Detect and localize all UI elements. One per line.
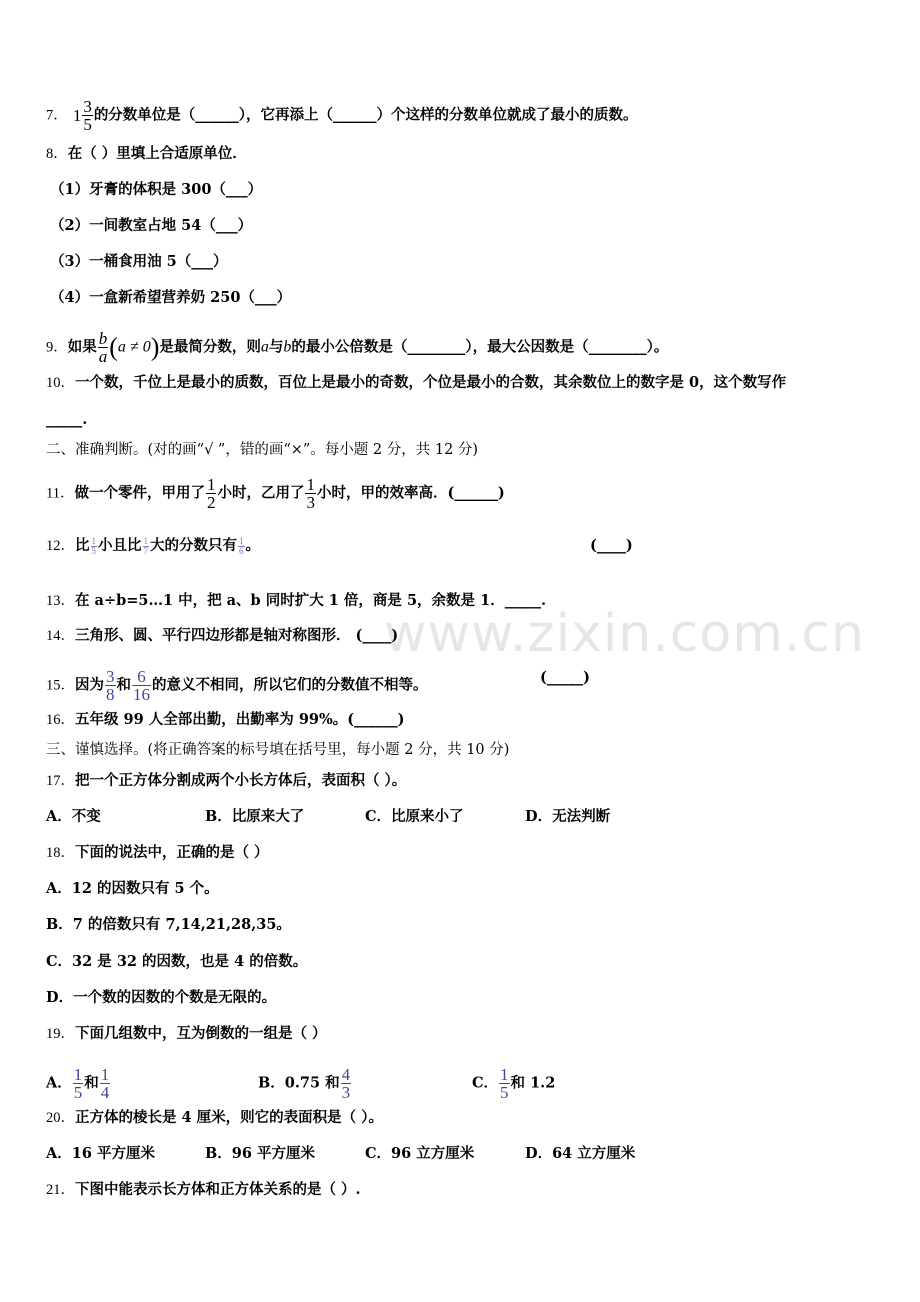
option-c bbox=[472, 1066, 555, 1101]
question-number: 11． bbox=[46, 485, 75, 502]
denominator: 8 bbox=[106, 685, 115, 704]
fraction bbox=[341, 1066, 352, 1101]
answer-blank: (_____) bbox=[540, 669, 590, 686]
question-19 bbox=[46, 1024, 327, 1044]
option-b bbox=[258, 1066, 352, 1101]
denominator: 6 bbox=[239, 545, 244, 556]
question-number: 16． bbox=[46, 712, 75, 728]
fraction bbox=[82, 98, 93, 133]
question-13 bbox=[46, 591, 546, 611]
question-10 bbox=[46, 373, 786, 393]
question-number: 9． bbox=[46, 339, 68, 356]
numerator: b bbox=[98, 329, 108, 348]
fraction bbox=[143, 537, 150, 556]
numerator: 4 bbox=[341, 1065, 351, 1084]
text-segment: 和 1.2 bbox=[510, 1074, 556, 1092]
question-text: 的最小公倍数是（________），最大公因数是（________）。 bbox=[291, 338, 669, 356]
numerator: 1 bbox=[239, 535, 244, 546]
question-number: 14． bbox=[46, 628, 75, 644]
question-text: 的意义不相同，所以它们的分数值不相等。 bbox=[152, 676, 428, 694]
option-a: A．不变 bbox=[46, 808, 101, 825]
question-number: 18． bbox=[46, 845, 75, 861]
fraction bbox=[238, 537, 245, 556]
question-number: 17． bbox=[46, 773, 75, 789]
text-segment: 。 bbox=[245, 537, 260, 554]
question-15 bbox=[46, 668, 428, 703]
question-16 bbox=[46, 710, 405, 730]
question-8 bbox=[46, 144, 247, 164]
fraction bbox=[499, 1066, 510, 1101]
option-b: B．比原来大了 bbox=[205, 808, 305, 825]
question-text: 正方体的棱长是 4 厘米，则它的表面积是（ ）。 bbox=[75, 1109, 383, 1126]
option-label: A． bbox=[46, 1074, 72, 1092]
denominator: 3 bbox=[341, 1083, 351, 1102]
denominator: 4 bbox=[100, 1083, 110, 1102]
question-text: 小时，甲的效率高．(______) bbox=[316, 484, 505, 502]
sub-item: （4）一盒新希望营养奶 250（___） bbox=[50, 289, 292, 306]
fraction bbox=[100, 1066, 111, 1101]
sub-item: （3）一桶食用油 5（___） bbox=[50, 253, 228, 270]
paren-open: ( bbox=[109, 332, 118, 362]
denominator: 5 bbox=[500, 1083, 509, 1102]
question-number: 8． bbox=[46, 146, 68, 162]
mixed-whole: 1 bbox=[72, 105, 82, 125]
option-label: B．0.75 和 bbox=[258, 1074, 340, 1092]
sub-item: （2）一间教室占地 54（___） bbox=[50, 217, 253, 234]
denominator: 3 bbox=[306, 493, 315, 512]
question-21 bbox=[46, 1180, 361, 1200]
option-a: A．12 的因数只有 5 个。 bbox=[46, 880, 219, 897]
numerator: 1 bbox=[143, 535, 148, 546]
denominator: 5 bbox=[73, 1083, 83, 1102]
numerator: 3 bbox=[83, 97, 92, 116]
question-number: 7． bbox=[46, 107, 68, 124]
question-text: 把一个正方体分割成两个小长方体后，表面积（ ）。 bbox=[75, 772, 407, 789]
numerator: 1 bbox=[306, 475, 315, 494]
question-9 bbox=[46, 330, 668, 365]
question-20 bbox=[46, 1108, 383, 1128]
text-segment: 如果 bbox=[67, 338, 97, 356]
variable-b: b bbox=[283, 338, 292, 356]
condition: a ≠ 0 bbox=[117, 338, 151, 356]
option-b: B．7 的倍数只有 7,14,21,28,35。 bbox=[46, 916, 291, 933]
option-c: C．比原来小了 bbox=[365, 808, 464, 825]
question-text: 在（ ）里填上合适原单位． bbox=[67, 145, 247, 162]
sub-item: （1）牙膏的体积是 300（___） bbox=[50, 181, 263, 198]
paren-close: ) bbox=[150, 332, 160, 362]
question-number: 21． bbox=[46, 1182, 75, 1198]
text-segment: 大的分数只有 bbox=[150, 537, 237, 554]
fraction bbox=[91, 537, 98, 556]
option-a: A．16 平方厘米 bbox=[46, 1145, 155, 1162]
fraction bbox=[305, 476, 316, 511]
numerator: 1 bbox=[500, 1065, 509, 1084]
question-text: 下图中能表示长方体和正方体关系的是（ ）. bbox=[75, 1181, 361, 1198]
denominator: 5 bbox=[91, 545, 96, 556]
question-7 bbox=[46, 98, 638, 133]
denominator: 7 bbox=[143, 545, 148, 556]
question-number: 15． bbox=[46, 677, 75, 694]
fraction bbox=[98, 330, 109, 365]
option-c: C．96 立方厘米 bbox=[365, 1145, 475, 1162]
variable-a: a bbox=[260, 338, 269, 356]
option-c: C．32 是 32 的因数，也是 4 的倍数。 bbox=[46, 953, 308, 970]
watermark: www.zixin.com.cn bbox=[384, 604, 865, 664]
question-number: 13． bbox=[46, 593, 75, 609]
question-11 bbox=[46, 476, 505, 511]
question-text: 一个数，千位上是最小的质数，百位上是最小的奇数，个位是最小的合数，其余数位上的数字是 0，这个数写作 bbox=[75, 374, 787, 391]
text-segment: 和 bbox=[84, 1074, 99, 1092]
denominator: 2 bbox=[206, 493, 216, 512]
answer-blank: (____) bbox=[590, 537, 633, 554]
fraction bbox=[105, 668, 116, 703]
section-title: 二、准确判断。(对的画“√ ”，错的画“×”。每小题 2 分，共 12 分) bbox=[46, 442, 479, 458]
text-segment: 因为 bbox=[75, 676, 104, 694]
question-18 bbox=[46, 843, 269, 863]
text-segment: 比 bbox=[75, 537, 90, 554]
question-number: 20． bbox=[46, 1110, 75, 1126]
section-title: 三、谨慎选择。(将正确答案的标号填在括号里，每小题 2 分，共 10 分) bbox=[46, 742, 510, 758]
denominator: 16 bbox=[133, 685, 150, 704]
option-label: C． bbox=[472, 1074, 499, 1092]
question-14 bbox=[46, 626, 398, 646]
denominator: a bbox=[98, 347, 108, 366]
question-text: 下面的说法中，正确的是（ ） bbox=[75, 844, 269, 861]
numerator: 3 bbox=[106, 667, 115, 686]
text-segment: 和 bbox=[116, 676, 131, 694]
question-text: 下面几组数中，互为倒数的一组是（ ） bbox=[75, 1025, 327, 1042]
question-12 bbox=[46, 536, 260, 556]
question-number: 12． bbox=[46, 538, 75, 554]
fraction bbox=[132, 668, 151, 703]
question-text: 三角形、圆、平行四边形都是轴对称图形． (____) bbox=[75, 627, 399, 644]
text-segment: 小且比 bbox=[98, 537, 142, 554]
numerator: 1 bbox=[91, 535, 96, 546]
mixed-number bbox=[73, 106, 82, 126]
fraction bbox=[73, 1066, 84, 1101]
denominator: 5 bbox=[83, 115, 92, 134]
question-number: 19． bbox=[46, 1026, 75, 1042]
text-segment: 与 bbox=[268, 338, 284, 356]
fraction bbox=[206, 476, 217, 511]
numerator: 1 bbox=[100, 1065, 110, 1084]
question-17 bbox=[46, 771, 406, 791]
numerator: 1 bbox=[73, 1065, 83, 1084]
option-d: D．无法判断 bbox=[525, 808, 611, 825]
question-10-blank: _____. bbox=[46, 411, 88, 428]
question-text: 五年级 99 人全部出勤，出勤率为 99%。(______) bbox=[75, 711, 405, 728]
question-text: 的分数单位是（______），它再添上（______）个这样的分数单位就成了最小的质数。 bbox=[93, 106, 638, 124]
option-b: B．96 平方厘米 bbox=[205, 1145, 315, 1162]
option-d: D．一个数的因数的个数是无限的。 bbox=[46, 989, 277, 1006]
question-text: 在 a÷b=5…1 中，把 a、b 同时扩大 1 倍，商是 5，余数是 1．_____. bbox=[75, 592, 546, 609]
numerator: 1 bbox=[206, 475, 216, 494]
text-segment: 是最简分数，则 bbox=[159, 338, 261, 356]
numerator: 6 bbox=[137, 667, 146, 686]
option-d: D．64 立方厘米 bbox=[525, 1145, 636, 1162]
text-segment: 小时，乙用了 bbox=[217, 484, 305, 502]
question-number: 10． bbox=[46, 375, 75, 391]
option-a bbox=[46, 1066, 111, 1101]
text-segment: 做一个零件，甲用了 bbox=[74, 484, 205, 502]
